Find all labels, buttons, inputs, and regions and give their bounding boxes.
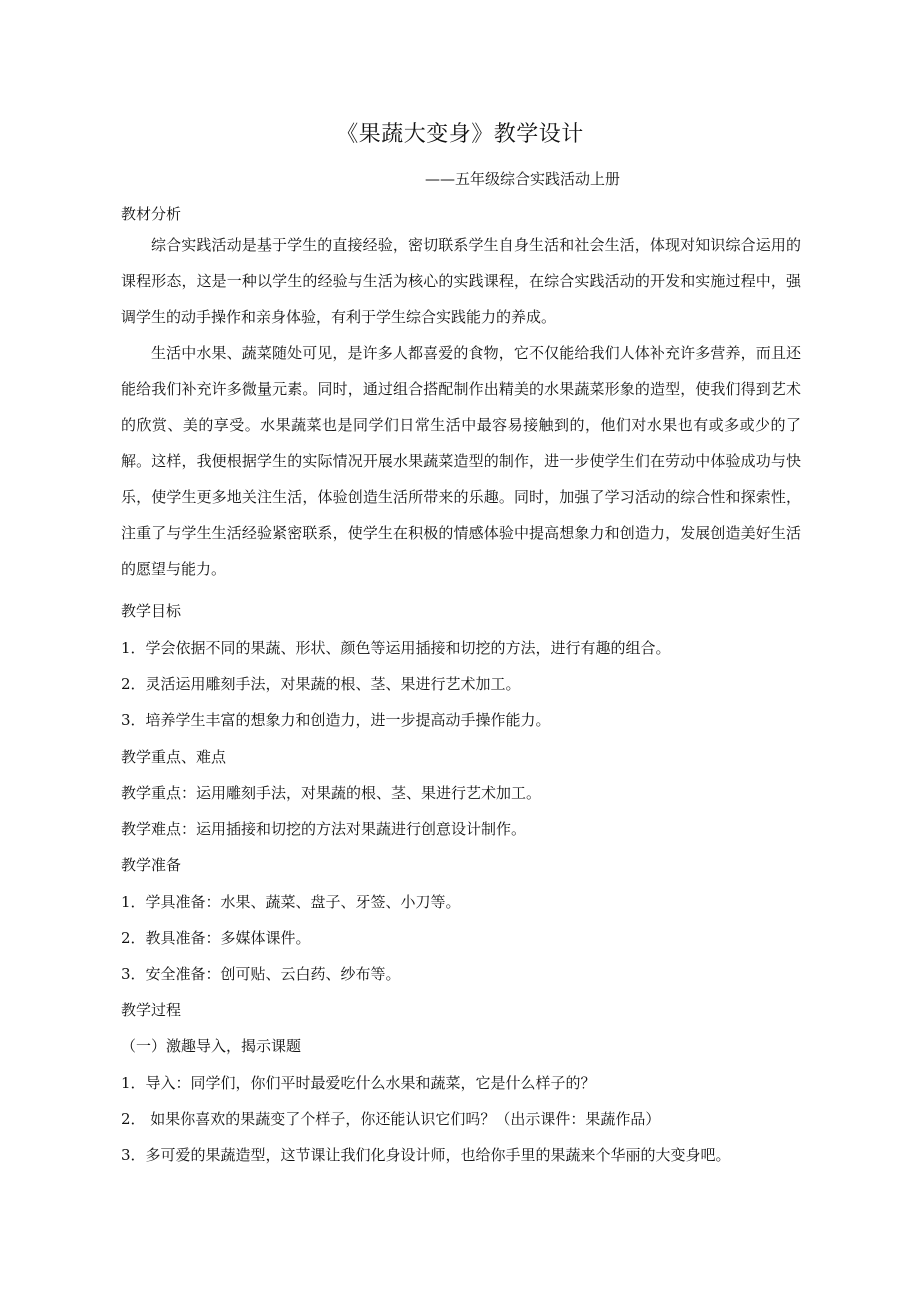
prep-item-1: 1．学具准备：水果、蔬菜、盘子、牙签、小刀等。: [121, 893, 461, 911]
document-title: 《果蔬大变身》教学设计: [336, 122, 584, 147]
analysis-paragraph-1: 综合实践活动是基于学生的直接经验，密切联系学生自身生活和社会生活，体现对知识综合运用的课程形态，这是一种以学生的经验与生活为核心的实践课程，在综合实践活动的开发和实施过程中，强调学生的动手操作和亲身体验，有利于学生综合实践能力的养成。: [121, 236, 801, 326]
difficulty-point: 教学难点：运用插接和切挖的方法对果蔬进行创意设计制作。: [121, 820, 527, 838]
document-subtitle: ——五年级综合实践活动上册: [425, 170, 621, 188]
process-item-2: 2． 如果你喜欢的果蔬变了个样子，你还能认识它们吗？（出示课件：果蔬作品）: [121, 1110, 661, 1128]
section-heading-prep: 教学准备: [121, 856, 182, 874]
prep-item-2: 2．教具准备：多媒体课件。: [121, 929, 311, 947]
process-item-3: 3．多可爱的果蔬造型，这节课让我们化身设计师，也给你手里的果蔬来个华丽的大变身吧。: [121, 1146, 731, 1164]
process-step-title: （一）激趣导入，揭示课题: [121, 1037, 302, 1055]
analysis-paragraph-2: 生活中水果、蔬菜随处可见，是许多人都喜爱的食物，它不仅能给我们人体补充许多营养，而且还能给我们补充许多微量元素。同时，通过组合搭配制作出精美的水果蔬菜形象的造型，使我们得到艺术的欣赏、美的享受。水果蔬菜也是同学们日常生活中最容易接触到的，他们对水果也有或多或少的了解。这样，我便根据学生的实际情况开展水果蔬菜造型的制作，进一步使学生们在劳动中体验成功与快乐，使学生更多地关注生活，体验创造生活所带来的乐趣。同时，加强了学习活动的综合性和探索性，注重了与学生生活经验紧密联系，使学生在积极的情感体验中提高想象力和创造力，发展创造美好生活的愿望与能力。: [121, 344, 801, 578]
goal-item-2: 2．灵活运用雕刻手法，对果蔬的根、茎、果进行艺术加工。: [121, 675, 521, 693]
goal-item-3: 3．培养学生丰富的想象力和创造力，进一步提高动手操作能力。: [121, 711, 551, 729]
section-heading-analysis: 教材分析: [121, 205, 182, 223]
key-point: 教学重点：运用雕刻手法，对果蔬的根、茎、果进行艺术加工。: [121, 784, 542, 802]
goal-item-1: 1．学会依据不同的果蔬、形状、颜色等运用插接和切挖的方法，进行有趣的组合。: [121, 639, 671, 657]
section-heading-focus: 教学重点、难点: [121, 748, 227, 766]
process-item-1: 1．导入：同学们，你们平时最爱吃什么水果和蔬菜，它是什么样子的？: [121, 1074, 596, 1092]
section-heading-process: 教学过程: [121, 1001, 182, 1019]
prep-item-3: 3．安全准备：创可贴、云白药、纱布等。: [121, 965, 401, 983]
section-heading-goals: 教学目标: [121, 602, 182, 620]
